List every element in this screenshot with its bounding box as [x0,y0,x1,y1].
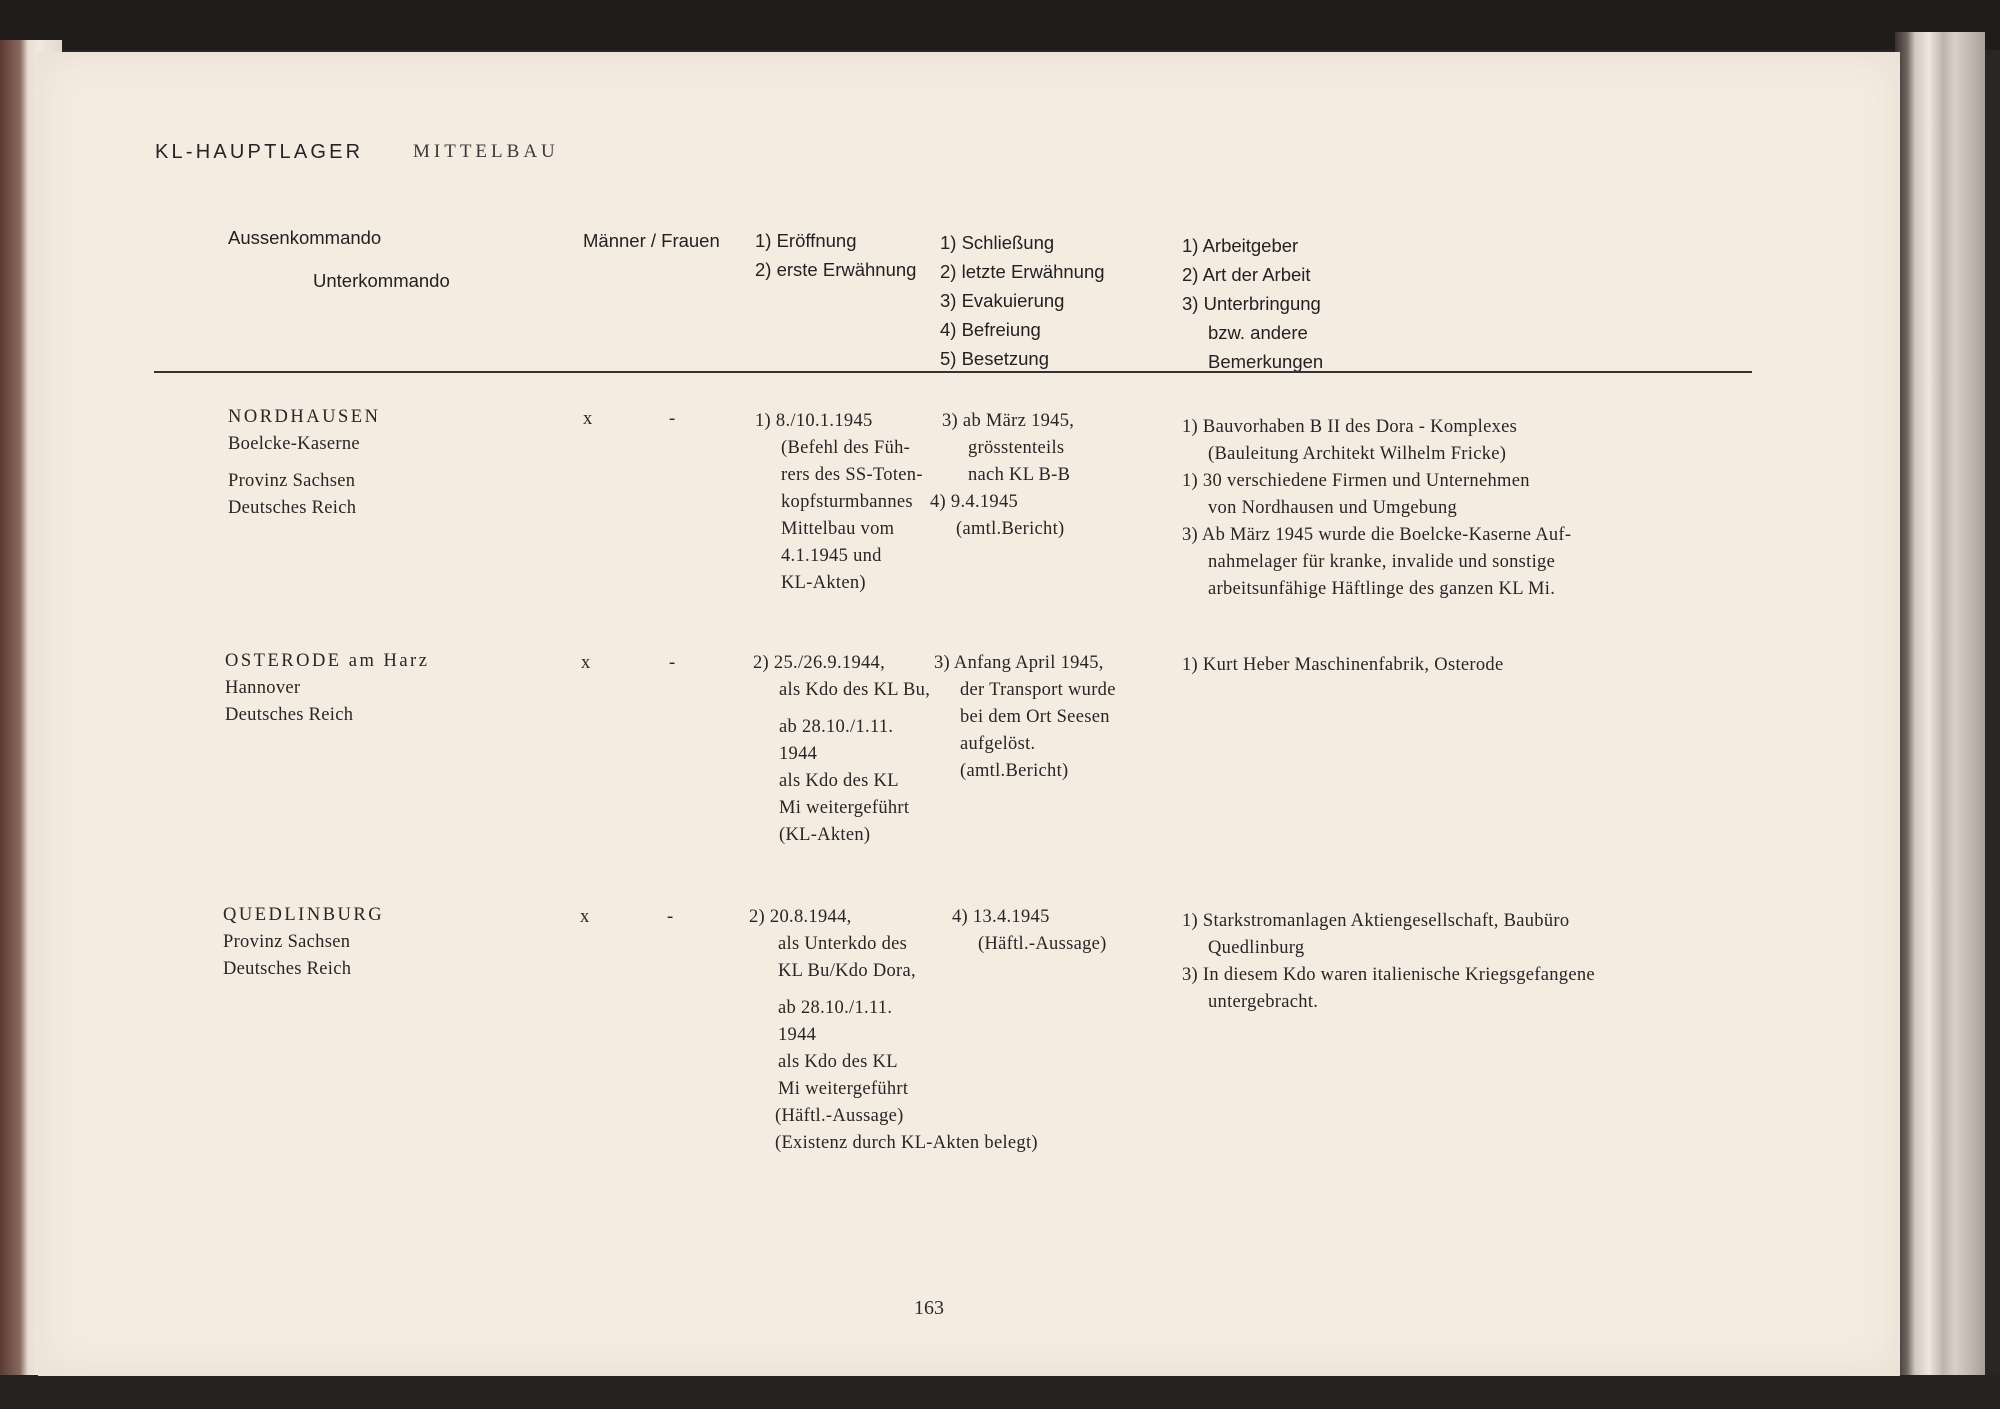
column-header-eroeffnung: 1) Eröffnung 2) erste Erwähnung [755,230,917,280]
book-edge-right [1895,32,1985,1377]
section-title: KL-HAUPTLAGER [155,141,364,163]
column-header-arbeitgeber: 1) Arbeitgeber 2) Art der Arbeit 3) Unterbringung bzw. andere Bemerkungen [1182,235,1324,372]
entry-quedlinburg-maenner: x [580,907,590,927]
entry-quedlinburg-frauen: - [667,907,674,927]
book-page [38,52,1900,1376]
page-number: 163 [914,1297,944,1319]
entry-nordhausen-frauen: - [669,409,676,429]
entry-osterode-place: OSTERODE am Harz Hannover Deutsches Reich [225,651,430,725]
entry-nordhausen-maenner: x [583,409,593,429]
entry-quedlinburg-opening: 2) 20.8.1944, als Unterkdo des KL Bu/Kdo Dora, ab 28.10./1.11. 1944 als Kdo des KL Mi weitergeführt (Häftl.-Aussage) (Existenz durch KL-Akten belegt) [749,907,1038,1153]
entry-osterode-closing: 3) Anfang April 1945, der Transport wurde bei dem Ort Seesen aufgelöst. (amtl.Bericht) [934,653,1116,781]
entry-nordhausen-place: NORDHAUSEN Boelcke-Kaserne Provinz Sachsen Deutsches Reich [228,407,381,518]
column-header-schliessung: 1) Schließung 2) letzte Erwähnung 3) Evakuierung 4) Befreiung 5) Besetzung [940,232,1105,369]
entry-nordhausen-opening: 1) 8./10.1.1945 (Befehl des Füh- rers des SS-Toten- kopfsturmbannes Mittelbau vom 4.1.1945 und KL-Akten) [755,411,923,593]
entry-nordhausen-remarks: 1) Bauvorhaben B II des Dora - Komplexes (Bauleitung Architekt Wilhelm Fricke) 1) 30 verschiedene Firmen und Unternehmen von Nordhausen und Umgebung 3) Ab März 1945 wurde die Boelcke-Kaserne Auf- nahmelager für kranke, invalide und sonstige arbeitsunfähige Häftlinge des ganzen KL Mi. [1182,417,1572,599]
entry-osterode-frauen: - [669,653,676,673]
entry-osterode-opening: 2) 25./26.9.1944, als Kdo des KL Bu, ab 28.10./1.11. 1944 als Kdo des KL Mi weitergeführt (KL-Akten) [753,653,931,845]
bleed-through [1418,152,1423,173]
background-top [0,0,2000,50]
entry-nordhausen-closing: 3) ab März 1945, grösstenteils nach KL B-B 4) 9.4.1945 (amtl.Bericht) [930,411,1075,539]
background-bottom [0,1375,2000,1409]
column-header-aussenkommando: Aussenkommando [228,227,382,248]
column-header-maenner-frauen: Männer / Frauen [583,230,720,251]
entry-osterode-remarks: 1) Kurt Heber Maschinenfabrik, Osterode [1182,655,1504,675]
entry-quedlinburg-closing: 4) 13.4.1945 (Häftl.-Aussage) [952,907,1107,954]
entry-quedlinburg-remarks: 1) Starkstromanlagen Aktiengesellschaft, Baubüro Quedlinburg 3) In diesem Kdo waren italienische Kriegsgefangene untergebracht. [1182,911,1595,1012]
entry-quedlinburg-place: QUEDLINBURG Provinz Sachsen Deutsches Reich [223,905,385,979]
camp-title: MITTELBAU [413,141,559,162]
entry-osterode-maenner: x [581,653,591,673]
column-header-unterkommando: Unterkommando [313,270,450,291]
header-divider [154,371,1752,373]
